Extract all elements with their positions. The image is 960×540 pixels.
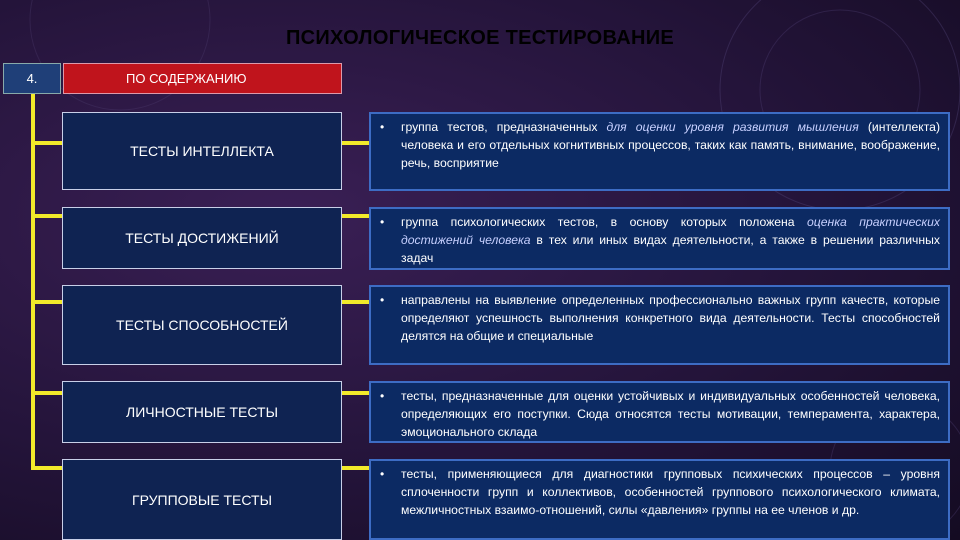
test-type-name: ТЕСТЫ ДОСТИЖЕНИЙ [125, 230, 279, 246]
bullet-icon: • [380, 215, 385, 229]
test-type-box [62, 459, 342, 540]
bullet-icon: • [380, 293, 385, 307]
test-description: группа психологических тестов, в основу которых положена оценка практических достижений человека в тех или иных видах деятельности, а также в решении различных задач [401, 215, 940, 265]
test-description: направлены на выявление определенных профессионально важных групп качеств, которые определяют успешность выполнения конкретного вида деятельности. Тесты способностей делятся на общие и специальные [401, 293, 940, 343]
connector-vertical-line [31, 94, 35, 470]
header-label: ПО СОДЕРЖАНИЮ [63, 63, 342, 94]
test-description-box [369, 381, 950, 443]
test-description: группа тестов, предназначенных для оценки уровня развития мышления (интеллекта) человека и его отдельных когнитивных процессов, таких как память, внимание, воображение, речь, восприятие [401, 120, 941, 170]
test-type-name: ТЕСТЫ ИНТЕЛЛЕКТА [130, 143, 274, 159]
bullet-icon: • [380, 120, 385, 134]
test-type-name: ТЕСТЫ СПОСОБНОСТЕЙ [116, 317, 288, 333]
test-description-box [369, 207, 950, 270]
test-description-box [369, 112, 950, 191]
test-type-box [62, 381, 342, 443]
highlight-text: оценка практических достижений человека [401, 215, 940, 247]
test-type-box [62, 112, 342, 190]
test-description: тесты, предназначенные для оценки устойчивых и индивидуальных особенностей человека, определяющих его поступки. Сюда относятся тесты мотивации, темперамента, характера, эмоционального склада [401, 389, 940, 439]
test-type-box [62, 285, 342, 365]
header-number: 4. [3, 63, 61, 94]
test-description: тесты, применяющиеся для диагностики групповых психических процессов – уровня сплоченности групп и коллективов, особенностей группового психологического климата, межличностных взаимо-отношений, силы «давления» группы на ее членов и др. [401, 467, 940, 517]
bullet-icon: • [380, 467, 385, 481]
test-type-name: ЛИЧНОСТНЫЕ ТЕСТЫ [126, 404, 278, 420]
highlight-text: для оценки уровня развития мышления [606, 120, 859, 134]
test-description-box [369, 285, 950, 365]
page-title: ПСИХОЛОГИЧЕСКОЕ ТЕСТИРОВАНИЕ [285, 27, 675, 49]
test-type-name: ГРУППОВЫЕ ТЕСТЫ [132, 491, 272, 508]
test-type-box [62, 207, 342, 269]
test-description-box [369, 459, 950, 540]
bullet-icon: • [380, 389, 385, 403]
